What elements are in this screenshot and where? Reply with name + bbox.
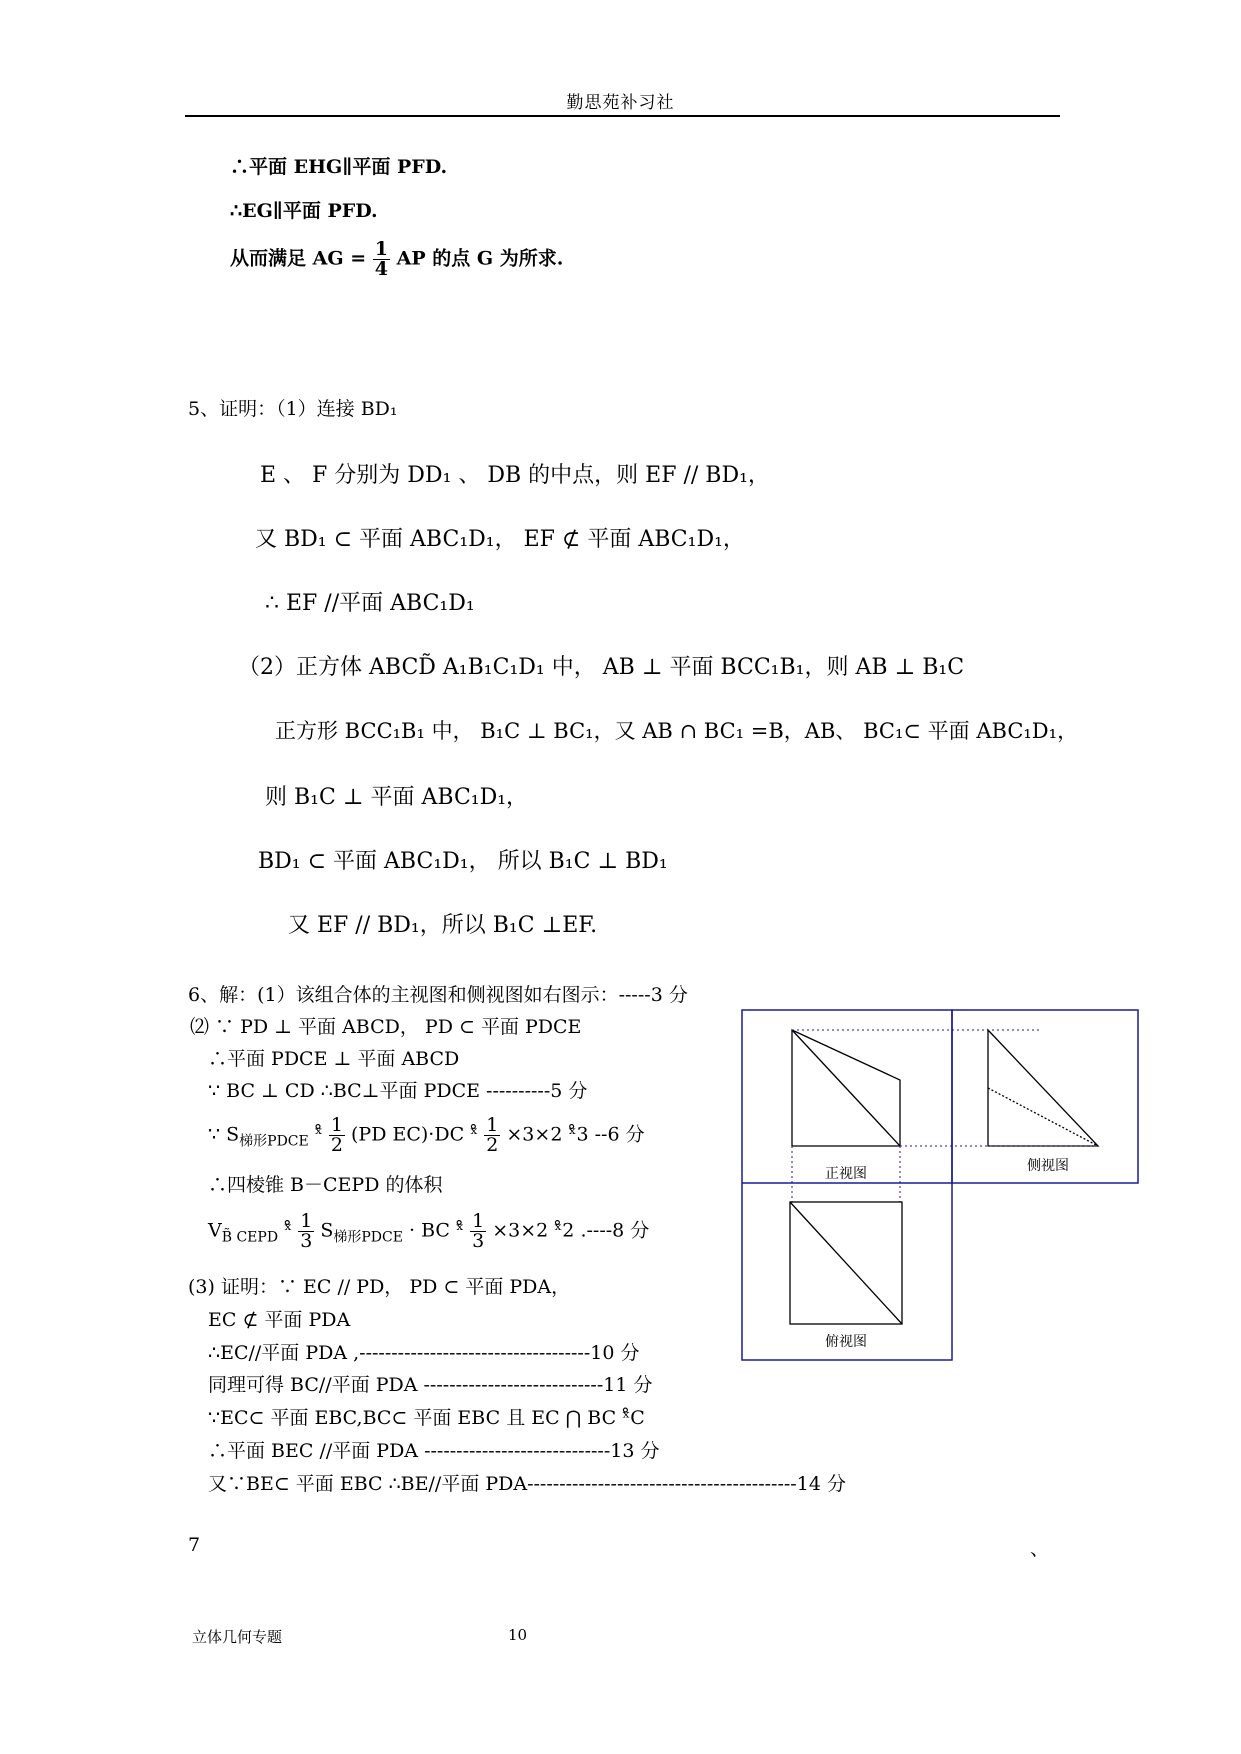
header-title: 勤思苑补习社 (566, 93, 675, 112)
top-line-1: ∴平面 EHG∥平面 PFD. (230, 156, 448, 178)
q6-line-10: ∴EC//平面 PDA ,------------------------------------10 分 (208, 1342, 640, 1364)
frac-den: 3 (472, 1230, 485, 1252)
trapezoid-area-subscript: 梯形PDCE (239, 1133, 309, 1150)
frac-den: 4 (374, 258, 388, 280)
q5-line-9: 又 EF // BD₁，所以 B₁C ⊥EF. (288, 913, 598, 938)
q6-line-8: (3) 证明：∵ EC // PD， PD ⊂ 平面 PDA， (188, 1276, 571, 1298)
figure-frame (742, 1010, 1138, 1360)
frac-den: 2 (486, 1134, 499, 1156)
side-view-triangle (988, 1030, 1098, 1146)
trapezoid-area-symbol: ∵ S (208, 1123, 240, 1146)
volume-expression: · BC ˣ̊ (402, 1219, 471, 1242)
top-view-label: 俯视图 (825, 1335, 867, 1350)
volume-symbol: V (208, 1219, 222, 1242)
volume-result: ×3×2 ˣ̊2 .----8 分 (492, 1219, 650, 1242)
q5-line-2: E 、 F 分别为 DD₁ 、 DB 的中点，则 EF // BD₁， (260, 463, 770, 488)
left-column-frame (742, 1010, 952, 1360)
top-line-3-post: AP 的点 G 为所求. (396, 247, 564, 270)
equals-mark: ˣ̊ (308, 1123, 329, 1146)
top-line-3-pre: 从而满足 AG = (230, 247, 367, 270)
q7-number: 7 (188, 1534, 201, 1556)
frac-num: 1 (330, 1114, 343, 1136)
area-subscript: 梯形PDCE (333, 1229, 403, 1246)
q6-line-9: EC ⊄ 平面 PDA (208, 1309, 351, 1331)
q6-line-7: $V_{B̃ CEPD}$ ˣ̊ $\frac{1}{3}$ $S_{梯形PDCE}$ · BC ˣ̊ $\frac{1}{3}$ ×3×2 ˣ̊2 .----8 分 (208, 1210, 650, 1252)
q6-line-13: ∴平面 BEC //平面 PDA -----------------------------13 分 (208, 1440, 660, 1462)
top-view-diagonal (790, 1202, 902, 1324)
q5-line-4: ∴ EF //平面 ABC₁D₁ (265, 591, 475, 616)
frac-num: 1 (300, 1210, 313, 1232)
q5-line-5: （2）正方体 ABCD̃ A₁B₁C₁D₁ 中， AB ⊥ 平面 BCC₁B₁，则 AB ⊥ B₁C (238, 655, 965, 680)
q6-line-12: ∵EC⊂ 平面 EBC,BC⊂ 平面 EBC 且 EC ⋂ BC ˣ̊C (208, 1407, 645, 1429)
q6-line-6: ∴四棱锥 B－CEPD 的体积 (208, 1174, 443, 1196)
q5-line-3: 又 BD₁ ⊂ 平面 ABC₁D₁， EF ⊄ 平面 ABC₁D₁， (255, 527, 745, 552)
q5-line-6: 正方形 BCC₁B₁ 中， B₁C ⊥ BC₁，又 AB ∩ BC₁ =B，AB、 BC₁⊂ 平面 ABC₁D₁， (275, 719, 1079, 743)
volume-subscript: B̃ CEPD (221, 1229, 279, 1246)
q6-line-3: ∴平面 PDCE ⊥ 平面 ABCD (208, 1048, 460, 1070)
area-result: ×3×2 ˣ̊3 --6 分 (506, 1123, 645, 1146)
q6-line-1: 6、解：(1）该组合体的主视图和侧视图如右图示：-----3 分 (188, 984, 688, 1006)
frac-den: 3 (300, 1230, 313, 1252)
frac-num: 1 (374, 238, 388, 260)
page-number: 10 (508, 1626, 528, 1644)
area-expression: (PD EC)·DC ˣ̊ (351, 1123, 485, 1146)
side-view-label: 侧视图 (1027, 1159, 1069, 1174)
front-view-drawing (792, 1030, 900, 1146)
top-line-2: ∴EG∥平面 PFD. (230, 200, 378, 222)
front-view-label: 正视图 (825, 1167, 867, 1182)
q5-line-8: BD₁ ⊂ 平面 ABC₁D₁， 所以 B₁C ⊥ BD₁ (258, 849, 668, 874)
front-view-diagonal (792, 1030, 900, 1146)
frac-den: 2 (330, 1134, 343, 1156)
q6-line-11: 同理可得 BC//平面 PDA ----------------------------11 分 (208, 1374, 653, 1396)
q6-line-14: 又∵BE⊂ 平面 EBC ∴BE//平面 PDA------------------------------------------14 分 (208, 1473, 846, 1495)
top-view-drawing (790, 1202, 902, 1324)
side-view-hidden-line (988, 1088, 1098, 1146)
frac-num: 1 (486, 1114, 499, 1136)
q5-line-7: 则 B₁C ⊥ 平面 ABC₁D₁， (265, 785, 529, 810)
side-view-frame (952, 1010, 1138, 1183)
q6-line-4: ∵ BC ⊥ CD ∴BC⊥平面 PDCE ----------5 分 (208, 1080, 588, 1102)
area-symbol: S (320, 1219, 334, 1242)
frac-num: 1 (472, 1210, 485, 1232)
q5-line-1: 5、证明：（1）连接 BD₁ (188, 398, 398, 420)
footer-topic: 立体几何专题 (192, 1628, 283, 1646)
q6-line-2: ⑵ ∵ PD ⊥ 平面 ABCD， PD ⊂ 平面 PDCE (190, 1016, 582, 1038)
side-view-drawing (988, 1030, 1098, 1146)
q7-mark: 、 (1030, 1538, 1050, 1560)
